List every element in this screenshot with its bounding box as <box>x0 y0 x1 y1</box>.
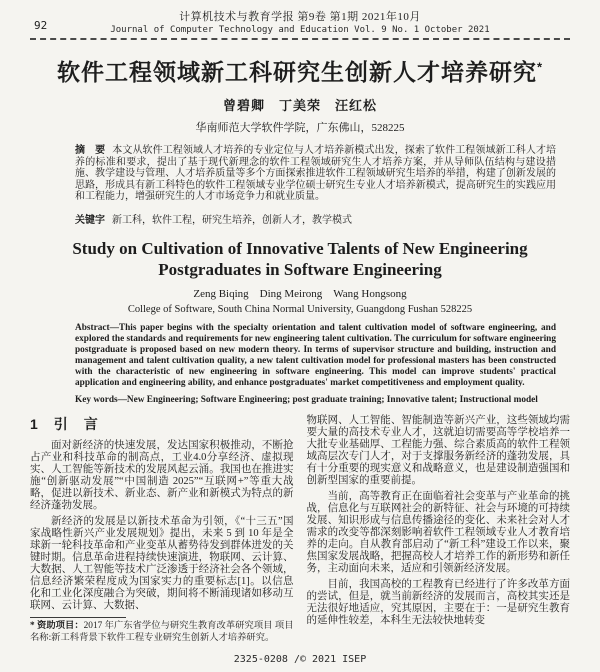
body-paragraph: 目前，我国高校的工程教育已经进行了许多改革方面的尝试，但是，就当前新经济的发展而言，高校其实还是无法很好地适应，究其原因，主要在于：一是研究生教育的延伸性较差，本科生无法较快地转变 <box>306 578 570 626</box>
footnote <box>30 621 294 644</box>
abstract-cn-label: 摘 要 <box>75 145 106 156</box>
affiliation-en: College of Software, South China Normal University, Guangdong Fushan 528225 <box>127 304 473 316</box>
footnote-text: 2017 年广东省学位与研究生教育改革研究项目 项目名称:新工科背景下软件工程专业研究生创新人才培养研究。 <box>30 620 294 643</box>
journal-header <box>30 8 570 40</box>
body-paragraph: 物联网、人工智能、智能制造等新兴产业，这些领域均需要大量的高技术专业人才，这就迫切需要高等学校培养一大批专业基础厚、工程能力强、综合素质高的软件工程领域高层次专门人才，对于支撑服务新经济的蓬勃发展，具有十分重要的现实意义和战略意义，也是建设制造强国和创新型国家的重要前提。 <box>306 415 570 487</box>
body-paragraph: 新经济的发展是以新技术革命为引领，《“十三五”国家战略性新兴产业发展规划》提出，未来 5 到 10 年是全球新一轮科技革命和产业变革从蓄势待发到群体迸发的关键时期。信息革命进程持续快速演进，物联网、云计算、大数据、人工智能等技术广泛渗透于经济社会各个领域，信息经济繁荣程度成为国家实力的重要标志[1]。以信息化和工业化深度融合为突破，期间将不断涌现诸如移动互联网、云计算、大数据、 <box>30 516 294 611</box>
page-number: 92 <box>34 19 48 32</box>
footnote-divider <box>30 617 126 618</box>
body-paragraph: 面对新经济的快速发展，发达国家积极推动，不断抢占产业和科技革命的制高点，工业4.0分享经济、虚拟现实、人工智能等新技术的发展风起云涌。我国也在推进实施“创新驱动发展”“中国制造 2025”“互联网+”等重大战略，促进以新技术、新业态、新产业和新模式为特点的新经济蓬勃发展。 <box>30 440 294 512</box>
keywords-cn-text: 新工科，软件工程，研究生培养，创新人才，教学模式 <box>112 214 352 226</box>
article-title-en: Study on Cultivation of Innovative Talents of New Engineering Postgraduates in Software Engineering <box>72 238 528 280</box>
affiliation-cn: 华南师范大学软件学院，广东佛山，528225 <box>195 122 405 134</box>
keywords-cn-label: 关键字 <box>75 214 105 226</box>
body-paragraph: 当前，高等教育正在面临着社会变革与产业革命的挑战，信息化与互联网社会的新特征、社会与环境的可持续发展、知识形成与信息传播途径的变化、未来社会对人才需求的改变等都深刻影响着软件工程领域专业人才教育培养的走向。自从教育部启动了“新工科”建设工作以来，聚焦国家发展战略，把握高校人才培养工作的新形势和新任务，主动面向未来，适应和引领新经济发展。 <box>306 491 570 574</box>
section-heading: 1 引 言 <box>30 416 99 433</box>
article-title-cn-text: 软件工程领域新工科研究生创新人才培养研究 <box>56 59 537 85</box>
abstract-cn-text: 本文从软件工程领域人才培养的专业定位与人才培养新模式出发，探索了软件工程领域新工科人才培养的标准和要求，提出了基于现代新理念的软件工程领域研究生人才培养方案，并从导师队伍结构与建设措施、教学建设与管理、人才培养质量等多个方面探索推进软件工程领域研究生培养的举措，构建了创新发展的思路，形成具有新工科特色的软件工程领域专业学位硕士研究生专业人才培养新模式，提高研究生的实践应用和工程能力，增强研究生的人才市场竞争力和就业质量。 <box>75 145 557 203</box>
title-footnote-mark: * <box>536 59 544 75</box>
authors-cn: 曾碧卿 丁美荣 汪红松 <box>222 98 377 113</box>
abstract-en: Abstract—This paper begins with the specialty orientation and talent cultivation model of software engineering, and explored the standards and requirements for new engineering talent cultivation. The curriculum for software engineering postgraduate is proposed based on new modern theory. In terms of supervisor structure and building, instruction and management and talent cultivation quality, a new talent cultivation model for professional masters has been constructed with the characteristic of new engineering in software engineering. This model can improve students' practical application and engineering ability, and enhance postgraduates' market competitiveness and employment quality. <box>75 323 556 388</box>
article-title-cn <box>30 54 570 87</box>
right-column <box>307 415 571 644</box>
abstract-cn <box>75 145 556 203</box>
journal-title-cn: 计算机技术与教育学报 第9卷 第1期 2021年10月 <box>179 11 421 23</box>
footnote-label: * 资助项目： <box>30 620 84 631</box>
left-column <box>30 415 294 644</box>
keywords-en: Key words—New Engineering; Software Engineering; post graduate training; Innovative talent; Instructional model <box>75 395 538 406</box>
body-columns <box>30 415 570 644</box>
keywords-cn <box>75 211 556 226</box>
header-divider <box>30 38 570 40</box>
journal-title-en: Journal of Computer Technology and Education Vol. 9 No. 1 October 2021 <box>110 25 490 35</box>
footer-issn: 2325-0208 /© 2021 ISEP <box>233 654 367 665</box>
authors-en: Zeng Biqing Ding Meirong Wang Hongsong <box>193 288 407 301</box>
